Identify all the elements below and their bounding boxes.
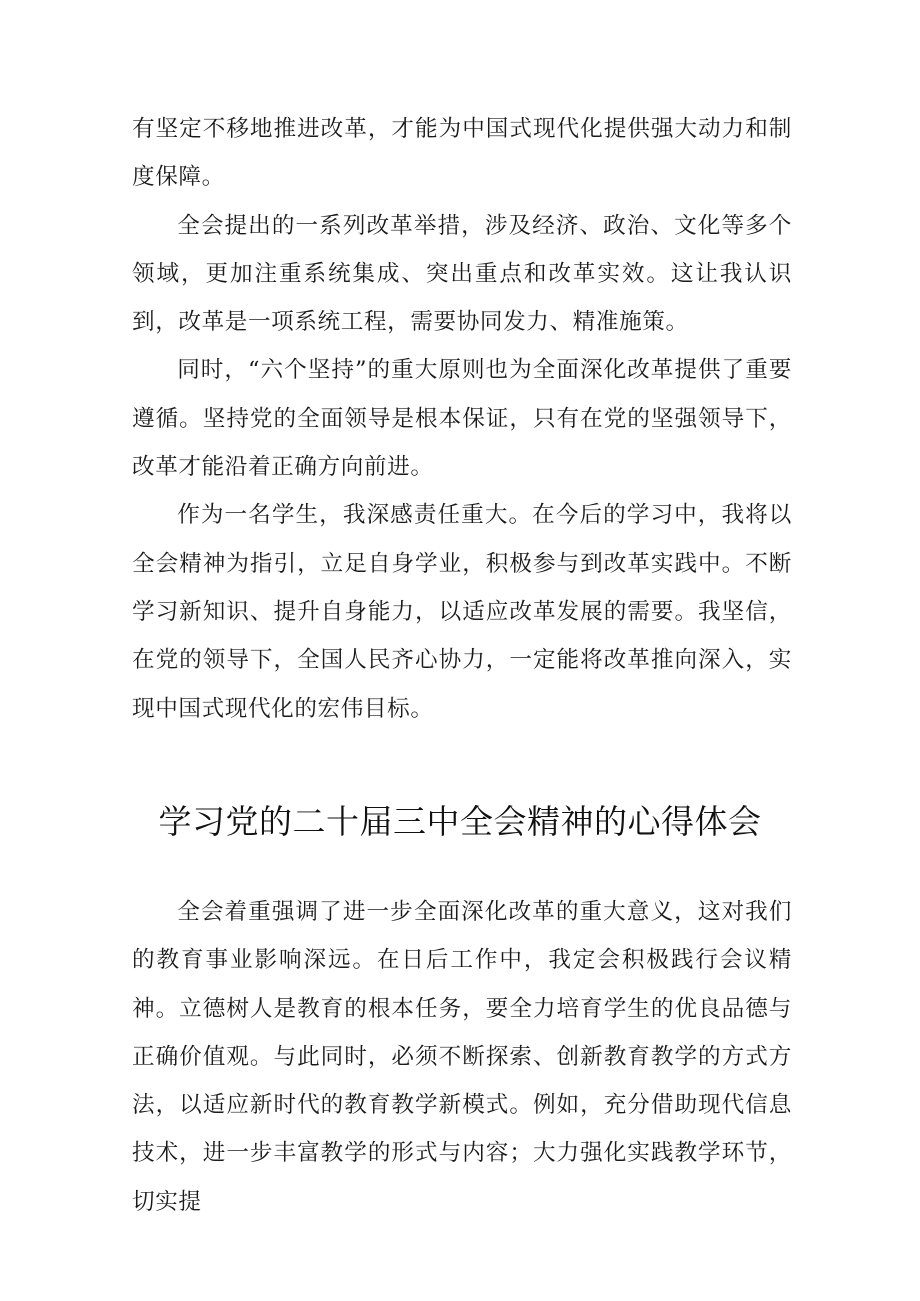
- paragraph-continued: 有坚定不移地推进改革，才能为中国式现代化提供强大动力和制度保障。: [132, 116, 792, 191]
- article-title: 学习党的二十届三中全会精神的心得体会: [158, 802, 762, 841]
- article-body: [132, 888, 792, 1226]
- paragraph: 同时，“六个坚持”的重大原则也为全面深化改革提供了重要遵循。坚持党的全面领导是根本保证，只有在党的坚强领导下，改革才能沿着正确方向前进。: [132, 357, 792, 481]
- previous-article-continuation: [132, 105, 792, 733]
- paragraph: 全会着重强调了进一步全面深化改革的重大意义，这对我们的教育事业影响深远。在日后工作中，我定会积极践行会议精神。立德树人是教育的根本任务，要全力培育学生的优良品德与正确价值观。与此同时，必须不断探索、创新教育教学的方式方法，以适应新时代的教育教学新模式。例如，充分借助现代信息技术，进一步丰富教学的形式与内容；大力强化实践教学环节，切实提: [132, 899, 792, 1215]
- paragraph: 全会提出的一系列改革举措，涉及经济、政治、文化等多个领域，更加注重系统集成、突出重点和改革实效。这让我认识到，改革是一项系统工程，需要协同发力、精准施策。: [132, 212, 792, 336]
- paragraph: 作为一名学生，我深感责任重大。在今后的学习中，我将以全会精神为指引，立足自身学业，积极参与到改革实践中。不断学习新知识、提升自身能力，以适应改革发展的需要。我坚信，在党的领导下，全国人民齐心协力，一定能将改革推向深入，实现中国式现代化的宏伟目标。: [132, 502, 792, 722]
